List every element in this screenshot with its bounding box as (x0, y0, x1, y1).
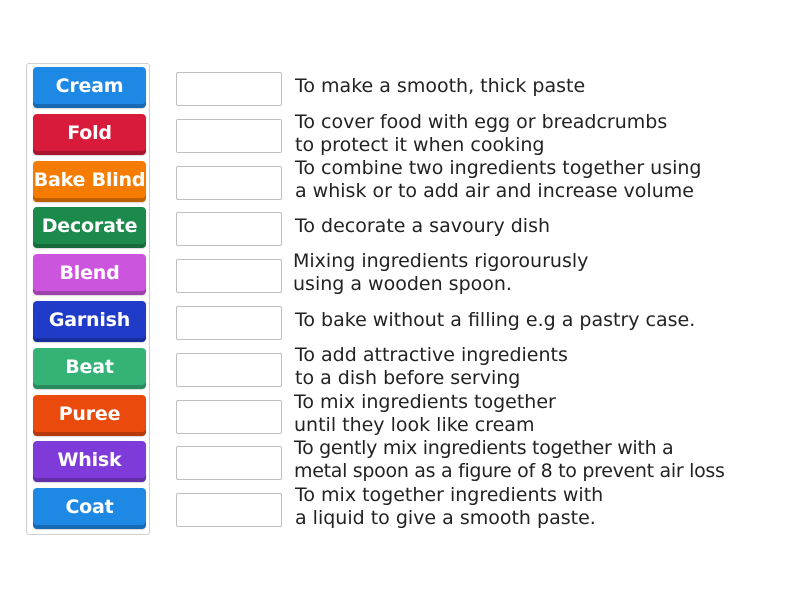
definition-line: a whisk or to add air and increase volume (295, 180, 694, 202)
definition-8 (294, 391, 556, 437)
definition-line: To bake without a filling e.g a pastry case. (295, 309, 696, 331)
answer-slot-6[interactable] (176, 306, 282, 340)
definition-line: metal spoon as a figure of 8 to prevent air loss (294, 460, 725, 482)
tile-label: Blend (59, 261, 120, 284)
tile-label: Beat (65, 355, 114, 378)
answer-slot-3[interactable] (176, 166, 282, 200)
answer-slot-7[interactable] (176, 353, 282, 387)
tile-label: Bake Blind (33, 168, 146, 191)
tile-fold[interactable] (33, 114, 146, 155)
tile-label: Cream (55, 74, 124, 97)
definition-7 (295, 344, 568, 390)
tile-label: Fold (67, 121, 112, 144)
definition-line: until they look like cream (294, 414, 535, 436)
answer-slot-5[interactable] (176, 259, 282, 293)
answer-slot-2[interactable] (176, 119, 282, 153)
definition-line: To decorate a savoury dish (295, 215, 551, 237)
tile-whisk[interactable] (33, 441, 146, 482)
definition-line: using a wooden spoon. (293, 273, 512, 295)
answer-slot-4[interactable] (176, 212, 282, 246)
definition-line: a liquid to give a smooth paste. (295, 507, 596, 529)
definition-line: To cover food with egg or breadcrumbs (295, 111, 668, 133)
definition-line: To mix together ingredients with (295, 484, 604, 506)
tile-label: Whisk (57, 448, 122, 471)
definition-9 (294, 437, 725, 483)
answer-slot-10[interactable] (176, 493, 282, 527)
tile-label: Decorate (41, 214, 138, 237)
tile-label: Garnish (48, 308, 131, 331)
tile-label: Puree (58, 402, 121, 425)
tile-cream[interactable] (33, 67, 146, 108)
tile-decorate[interactable] (33, 207, 146, 248)
definition-line: To gently mix ingredients together with a (294, 437, 674, 459)
definition-line: Mixing ingredients rigorourusly (293, 250, 589, 272)
definition-line: to protect it when cooking (295, 134, 545, 156)
definition-10 (295, 484, 603, 530)
answer-slot-9[interactable] (176, 446, 282, 480)
definition-line: to a dish before serving (295, 367, 521, 389)
answer-slot-1[interactable] (176, 72, 282, 106)
tile-blend[interactable] (33, 254, 146, 295)
tile-beat[interactable] (33, 348, 146, 389)
definition-4 (295, 215, 550, 238)
definition-line: To add attractive ingredients (295, 344, 568, 366)
definition-3 (295, 157, 702, 203)
tile-label: Coat (65, 495, 114, 518)
tile-garnish[interactable] (33, 301, 146, 342)
definition-line: To make a smooth, thick paste (295, 75, 586, 97)
definition-line: To mix ingredients together (294, 391, 556, 413)
definition-1 (295, 75, 585, 98)
tile-coat[interactable] (33, 488, 146, 529)
definition-2 (295, 111, 667, 157)
definition-line: To combine two ingredients together using (295, 157, 702, 179)
definition-5 (293, 250, 588, 296)
definition-6 (295, 309, 695, 332)
tile-bake-blind[interactable] (33, 161, 146, 202)
tile-puree[interactable] (33, 395, 146, 436)
answer-slot-8[interactable] (176, 400, 282, 434)
